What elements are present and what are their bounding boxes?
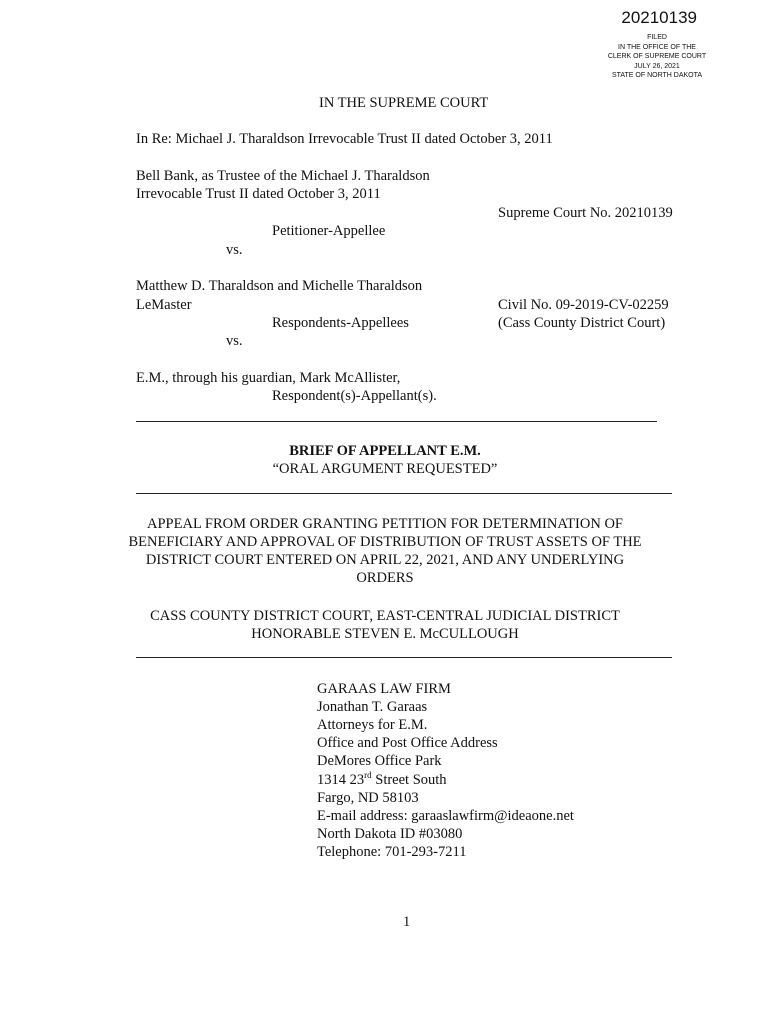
filing-stamp-line: CLERK OF SUPREME COURT xyxy=(607,53,707,60)
filing-stamp-line: FILED xyxy=(647,34,667,41)
appeal-line: ORDERS xyxy=(356,570,414,586)
filing-stamp-line: JULY 26, 2021 xyxy=(634,62,680,70)
filing-stamp-line: STATE OF NORTH DAKOTA xyxy=(611,72,703,79)
filing-number: 20210139 xyxy=(621,8,697,27)
office-building: DeMores Office Park xyxy=(317,753,442,769)
petitioner-line-1: Bell Bank, as Trustee of the Michael J. Tharaldson xyxy=(136,168,430,184)
civil-number: Civil No. 09-2019-CV-02259 xyxy=(498,297,669,313)
appeal-line: DISTRICT COURT ENTERED ON APRIL 22, 2021, AND ANY UNDERLYING xyxy=(145,552,625,568)
north-dakota-id: North Dakota ID #03080 xyxy=(317,826,463,842)
telephone-number: Telephone: 701-293-7211 xyxy=(317,844,467,860)
brief-title: BRIEF OF APPELLANT E.M. xyxy=(289,443,481,459)
appeal-line: BENEFICIARY AND APPROVAL OF DISTRIBUTION OF TRUST ASSETS OF THE xyxy=(128,534,642,550)
attorney-name: Jonathan T. Garaas xyxy=(317,699,428,715)
respondents-role: Respondents-Appellees xyxy=(272,315,409,331)
respondents-line-2: LeMaster xyxy=(136,297,192,313)
supreme-court-number: Supreme Court No. 20210139 xyxy=(498,205,673,221)
appellant-line: E.M., through his guardian, Mark McAllister, xyxy=(136,370,401,386)
street-address xyxy=(317,771,447,789)
city-state-zip: Fargo, ND 58103 xyxy=(317,790,419,806)
versus-label: vs. xyxy=(226,242,243,258)
street-ordinal: rd xyxy=(364,770,372,781)
office-address-label: Office and Post Office Address xyxy=(317,735,498,751)
appellant-role: Respondent(s)-Appellant(s). xyxy=(272,388,437,404)
attorneys-for: Attorneys for E.M. xyxy=(317,717,428,733)
page-number: 1 xyxy=(403,914,411,930)
email-address: E-mail address: garaaslawfirm@ideaone.net xyxy=(317,808,574,824)
divider-rule xyxy=(136,493,672,494)
judge-line: HONORABLE STEVEN E. McCULLOUGH xyxy=(251,626,519,642)
street-name: Street South xyxy=(371,772,447,788)
divider-rule xyxy=(136,421,657,422)
law-firm-name: GARAAS LAW FIRM xyxy=(317,681,451,697)
filing-stamp-line: IN THE OFFICE OF THE xyxy=(618,43,696,51)
appeal-line: APPEAL FROM ORDER GRANTING PETITION FOR DETERMINATION OF xyxy=(147,516,623,532)
district-court-line: CASS COUNTY DISTRICT COURT, EAST-CENTRAL JUDICIAL DISTRICT xyxy=(150,608,620,624)
versus-label: vs. xyxy=(226,333,243,349)
street-number: 1314 23 xyxy=(317,772,365,788)
in-re-line: In Re: Michael J. Tharaldson Irrevocable Trust II dated October 3, 2011 xyxy=(136,131,553,147)
respondents-line-1: Matthew D. Tharaldson and Michelle Tharaldson xyxy=(136,278,423,294)
district-court-name: (Cass County District Court) xyxy=(498,315,666,331)
court-title: IN THE SUPREME COURT xyxy=(319,95,489,111)
petitioner-line-2: Irrevocable Trust II dated October 3, 2011 xyxy=(136,186,381,202)
oral-argument-requested: “ORAL ARGUMENT REQUESTED” xyxy=(272,461,498,477)
petitioner-role: Petitioner-Appellee xyxy=(272,223,386,239)
divider-rule xyxy=(136,657,672,658)
